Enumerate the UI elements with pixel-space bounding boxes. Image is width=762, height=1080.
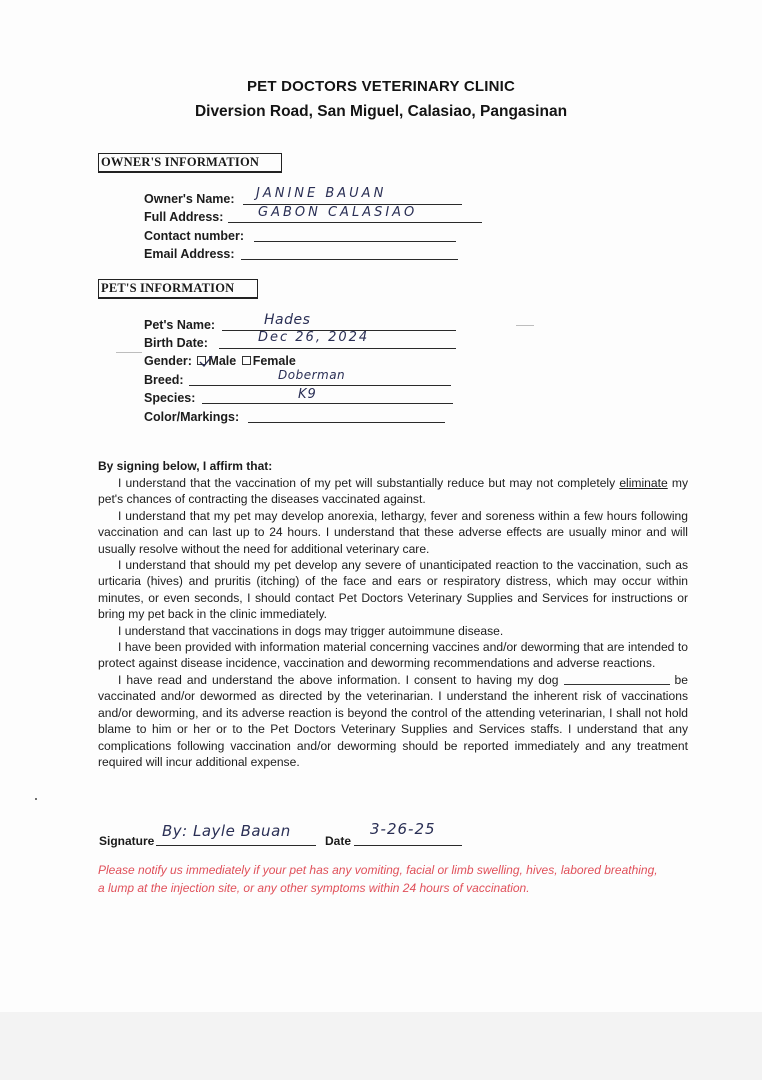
affirmation-paragraph-1: I understand that the vaccination of my pet will substantially reduce but may not completely eliminate my pet's chances of contracting the diseases vaccinated against. [98,476,688,507]
color-markings-label: Color/Markings: [144,410,240,424]
gender-label: Gender: [144,354,192,368]
pet-section-title: PET'S INFORMATION [98,279,258,299]
signature-line[interactable] [156,845,316,846]
color-markings-line[interactable] [248,422,445,423]
species-line [202,403,453,404]
gender-row [144,354,296,368]
birth-date-value[interactable]: Dec 26, 2024 [258,330,370,345]
pets-name-value[interactable]: Hades [264,312,311,328]
breed-label: Breed: [144,373,184,387]
affirmation-paragraph-5: I have been provided with information material concerning vaccines and/or deworming that are intended to protect against disease incidence, vaccination and deworming recommendations and adverse reactions. [98,640,688,671]
date-value[interactable]: 3-26-25 [370,820,436,838]
signature-label: Signature [99,834,155,848]
female-checkbox[interactable] [242,356,251,365]
contact-number-label: Contact number: [144,229,244,243]
birth-date-label: Birth Date: [144,336,208,350]
pets-name-label: Pet's Name: [144,318,216,332]
email-address-label: Email Address: [144,247,235,261]
clinic-name: PET DOCTORS VETERINARY CLINIC [246,78,516,95]
affirmation-paragraph-4: I understand that vaccinations in dogs may trigger autoimmune disease. [118,623,504,638]
full-address-label: Full Address: [144,210,224,224]
affirmation-paragraph-3: I understand that should my pet develop any severe of unanticipated reaction to the vaccination, such as urticaria (hives) and pruritis (itching) of the face and ears or respiratory distress, which may occur within minutes, or even seconds, I should contact Pet Doctors Veterinary Supplies and Services for instructions or bring my pet back in the clinic immediately. [98,558,688,622]
clinic-address: Diversion Road, San Miguel, Calasiao, Pangasinan [194,103,568,120]
owners-name-value[interactable]: JANINE BAUAN [256,186,387,201]
date-line [354,845,462,846]
male-checkmark-icon [198,354,214,368]
species-value[interactable]: K9 [298,387,317,402]
owner-section-title: OWNER'S INFORMATION [98,153,282,173]
scan-bottom-shade [0,1012,762,1080]
breed-value[interactable]: Doberman [278,368,346,382]
scan-mark [116,352,142,353]
signature-value: By: Layle Bauan [162,822,291,840]
breed-line [189,385,451,386]
affirmation-body [98,475,688,770]
dog-name-blank[interactable] [564,674,670,685]
owners-name-label: Owner's Name: [144,192,235,206]
full-address-value[interactable]: GABON CALASIAO [258,205,418,220]
affirmation-title: By signing below, I affirm that: [98,459,273,473]
vaccination-notice: Please notify us immediately if your pet has any vomiting, facial or limb swelling, hives, labored breathing, a lump at the injection site, or any other symptoms within 24 hours of vaccination. [98,863,658,895]
full-address-line [228,222,482,223]
species-label: Species: [144,391,196,405]
contact-number-line[interactable] [254,241,456,242]
birth-date-line [219,348,456,349]
affirmation-paragraph-6: I have read and understand the above information. I consent to having my dog be vaccinated and/or dewormed as directed by the veterinarian. I understand the inherent risk of vaccinations and/or deworming, and its adverse reaction is beyond the control of the attending veterinarian, I shall not hold blame to him or her or to the Pet Doctors Veterinary Supplies and Services staffs. I understand that any complications following vaccination and/or deworming should be reported immediately and any treatment required will incur additional expense. [98,672,688,769]
affirmation-paragraph-2: I understand that my pet may develop anorexia, lethargy, fever and soreness within a few hours following vaccination and can last up to 24 hours. I understand that these adverse effects are usually minor and will usually resolve without the need for additional veterinary care. [98,508,688,556]
date-label: Date [325,834,352,848]
gender-male-option: Male [208,354,237,368]
scan-mark [516,325,534,326]
scan-speck [35,798,37,800]
email-address-line[interactable] [241,259,458,260]
gender-female-option: Female [252,354,296,368]
eliminate-word: eliminate [619,476,668,490]
